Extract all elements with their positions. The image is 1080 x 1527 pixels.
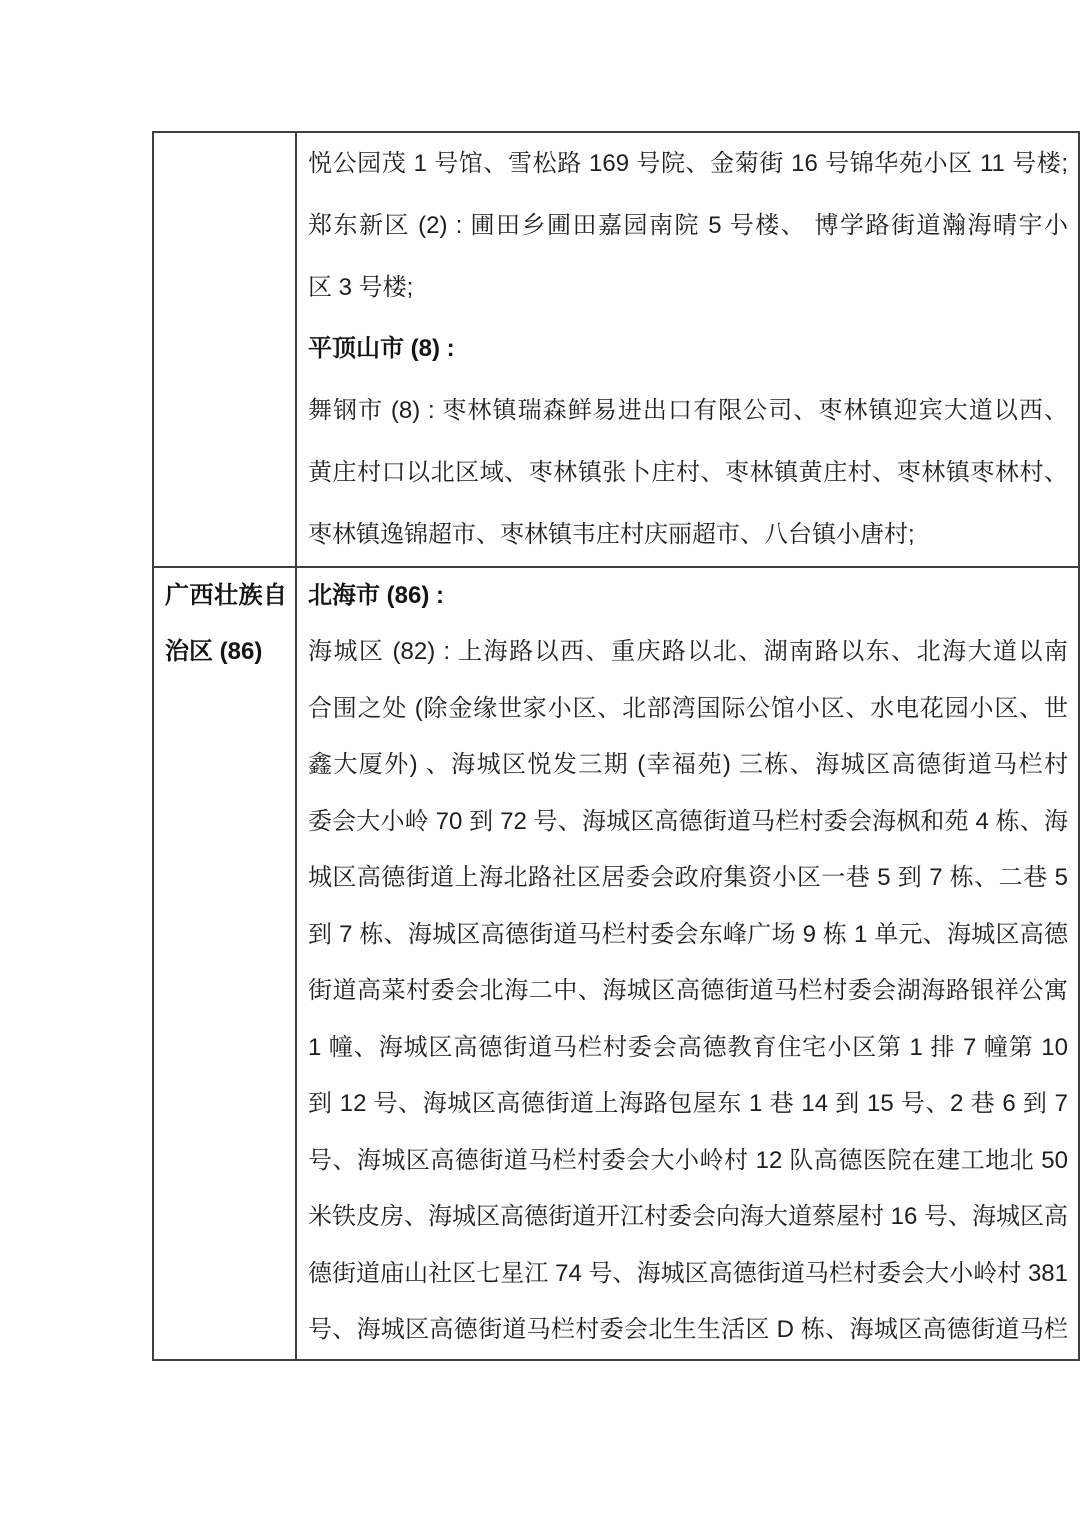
content-line: 德街道庙山社区七星江 74 号、海城区高德街道马栏村委会大小岭村 381 <box>307 1259 1068 1287</box>
table-row-henan-continued <box>153 132 1079 567</box>
content-line: 城区高德街道上海北路社区居委会政府集资小区一巷 5 到 7 栋、二巷 5 <box>307 864 1068 892</box>
province-cell <box>153 567 296 1360</box>
content-line: 平顶山市 (8) : <box>307 335 455 363</box>
content-line: 号、海城区高德街道马栏村委会北生生活区 D 栋、海城区高德街道马栏 <box>307 1316 1068 1344</box>
content-line: 海城区 (82) : 上海路以西、重庆路以北、湖南路以东、北海大道以南 <box>307 638 1068 666</box>
content-line: 1 幢、海城区高德街道马栏村委会高德教育住宅小区第 1 排 7 幢第 10 <box>307 1033 1068 1061</box>
content-line: 合围之处 (除金缘世家小区、北部湾国际公馆小区、水电花园小区、世 <box>307 694 1068 722</box>
content-cell <box>296 567 1079 1360</box>
content-cell <box>296 132 1079 567</box>
table-body <box>153 132 1079 1360</box>
content-line: 到 12 号、海城区高德街道上海路包屋东 1 巷 14 到 15 号、2 巷 6 到 7 <box>307 1090 1068 1118</box>
content-line: 枣林镇逸锦超市、枣林镇韦庄村庆丽超市、八台镇小唐村; <box>307 520 915 548</box>
content-line: 区 3 号楼; <box>307 273 414 301</box>
province-cell <box>153 132 296 567</box>
province-line: 治区 (86) <box>165 638 263 666</box>
content-line: 委会大小岭 70 到 72 号、海城区高德街道马栏村委会海枫和苑 4 栋、海 <box>307 807 1068 835</box>
content-line: 黄庄村口以北区域、枣林镇张卜庄村、枣林镇黄庄村、枣林镇枣林村、 <box>307 458 1068 486</box>
content-line: 郑东新区 (2) : 圃田乡圃田嘉园南院 5 号楼、 博学路街道瀚海晴宇小 <box>307 211 1068 239</box>
content-line: 到 7 栋、海城区高德街道马栏村委会东峰广场 9 栋 1 单元、海城区高德 <box>307 920 1068 948</box>
content-line: 号、海城区高德街道马栏村委会大小岭村 12 队高德医院在建工地北 50 <box>307 1146 1068 1174</box>
content-line: 悦公园茂 1 号馆、雪松路 169 号院、金菊街 16 号锦华苑小区 11 号楼; <box>307 150 1068 177</box>
content-line: 北海市 (86) : <box>307 581 444 609</box>
content-line: 街道高菜村委会北海二中、海城区高德街道马栏村委会湖海路银祥公寓 <box>307 977 1068 1005</box>
province-line: 广西壮族自 <box>165 581 287 609</box>
content-line: 舞钢市 (8) : 枣林镇瑞森鲜易进出口有限公司、枣林镇迎宾大道以西、 <box>307 397 1068 425</box>
content-line: 鑫大厦外) 、海城区悦发三期 (幸福苑) 三栋、海城区高德街道马栏村 <box>307 751 1068 779</box>
content-line: 米铁皮房、海城区高德街道开江村委会向海大道蔡屋村 16 号、海城区高 <box>307 1203 1068 1231</box>
lockdown-areas-table <box>152 131 1080 1361</box>
table-row-guangxi <box>153 567 1079 1360</box>
